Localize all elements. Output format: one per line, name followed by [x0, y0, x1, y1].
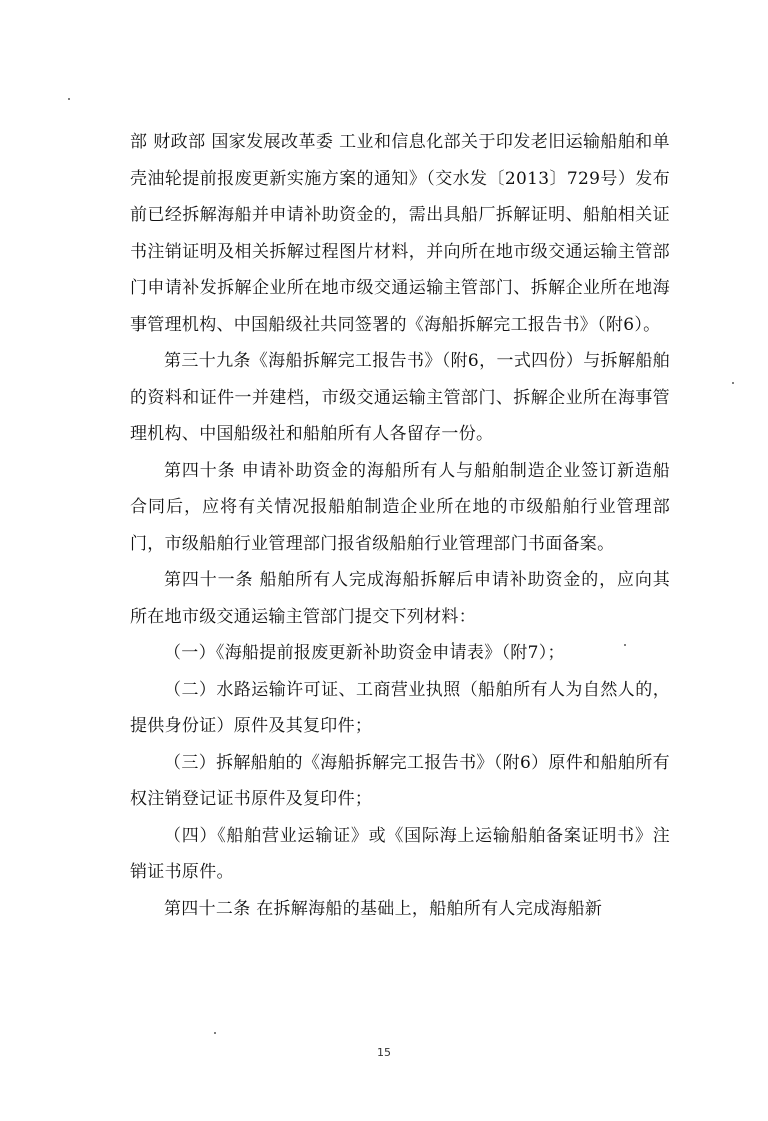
- article-40: 第四十条 申请补助资金的海船所有人与船舶制造企业签订新造船合同后，应将有关情况报船舶制造企业所在地的市级船舶行业管理部门，市级船舶行业管理部门报省级船舶行业管理部门书面备案。: [130, 460, 670, 554]
- article-41-item-4: （四）《船舶营业运输证》或《国际海上运输船舶备案证明书》注销证书原件。: [130, 825, 670, 882]
- article-41-item-1: （一）《海船提前报废更新补助资金申请表》（附7）；: [164, 643, 565, 663]
- article-41-item-3: （三）拆解船舶的《海船拆解完工报告书》（附6）原件和船舶所有权注销登记证书原件及复印件；: [130, 752, 670, 809]
- scan-speck: [68, 98, 70, 100]
- article-39: 第三十九条《海船拆解完工报告书》（附6，一式四份）与拆解船舶的资料和证件一并建档，市级交通运输主管部门、拆解企业所在海事管理机构、中国船级社和船舶所有人各留存一份。: [130, 351, 670, 444]
- page-number: 15: [377, 1046, 391, 1059]
- article-41: 第四十一条 船舶所有人完成海船拆解后申请补助资金的，应向其所在地市级交通运输主管部门提交下列材料：: [130, 570, 670, 627]
- paragraph-continuation: 部 财政部 国家发展改革委 工业和信息化部关于印发老旧运输船舶和单壳油轮提前报废更新实施方案的通知》（交水发〔2013〕729号）发布前已经拆解海船并申请补助资金的，需出具船厂拆解证明、船舶相关证书注销证明及相关拆解过程图片材料，并向所在地市级交通运输主管部门申请补发拆解企业所在地市级交通运输主管部门、拆解企业所在地海事管理机构、中国船级社共同签署的《海船拆解完工报告书》（附6）。: [130, 132, 670, 335]
- scan-speck: [214, 1032, 216, 1034]
- article-41-item-2: （二）水路运输许可证、工商营业执照（船舶所有人为自然人的，提供身份证）原件及其复印件；: [130, 679, 670, 736]
- article-42: 第四十二条 在拆解海船的基础上，船舶所有人完成海船新: [164, 898, 603, 919]
- scan-speck: [732, 382, 734, 384]
- document-body: [130, 124, 670, 927]
